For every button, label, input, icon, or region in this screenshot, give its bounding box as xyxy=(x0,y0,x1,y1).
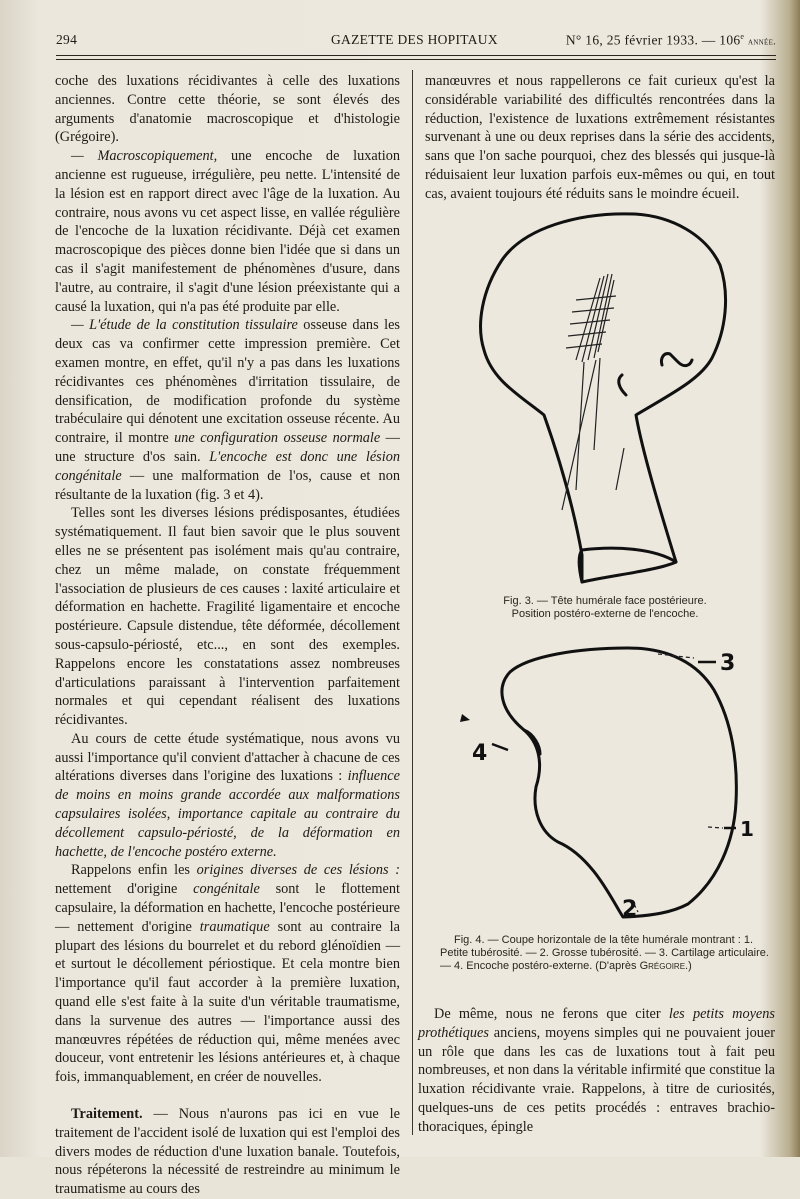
figure-4-label-2: 2 xyxy=(622,897,638,922)
paragraph: coche des luxations récidivantes à celle des luxations anciennes. Contre cette théorie, se sont élevés des arguments d'anatomie macroscopique et d'histologie (Grégoire). xyxy=(55,73,400,146)
header-rule-thick xyxy=(56,55,776,56)
paragraph-text: De même, nous ne ferons que citer xyxy=(434,1006,669,1022)
paragraph: Telles sont les diverses lésions prédisposantes, étudiées systématiquement. Il faut bien savoir que le plus souvent elles ne se présentent pas isolément mais qu'au contraire, chez un même malade, on constate fréquemment l'association de plusieurs de ces causes : laxité articulaire et déformation en hachette. Fragilité ligamentaire et encoche postérieure. Capsule distendue, tête déformée, décollement sous-capsulo-périosté, etc..., en sont des exemples. Rappelons encore les constatations assez nombreuses d'articulations paraissant à l'intervention parfaitement normales et qui cependant réalisent des luxations récidivantes. xyxy=(55,505,400,729)
paragraph-text: sont au contraire la plupart des lésions du bourrelet et du rebord glénoïdien — et surtout le décollement périostique. Et cela montre bien l'importance qu'il faut accorder à la première luxation, quand elle s'est faite à la suite d'un véritable traumatisme, dans la survenue des autres — l'importance aussi des manœuvres répétées de réduction qui, même menées avec douceur, vont entretenir les lésions antérieures et, à chaque fois, immanquablement, en créer de nouvelles. xyxy=(55,918,400,1086)
paragraph-text: Rappelons enfin les xyxy=(71,862,197,879)
caption-end: .) xyxy=(685,960,692,972)
journal-title: GAZETTE DES HOPITAUX xyxy=(331,32,498,47)
header-rule-thin xyxy=(56,59,776,60)
paragraph xyxy=(55,730,400,862)
paragraph xyxy=(55,1105,400,1199)
right-column-bottom xyxy=(418,1005,775,1137)
page-number: 294 xyxy=(56,32,78,47)
paragraph: manœuvres et nous rappellerons ce fait curieux qu'est la considérable variabilité des difficultés rencontrées dans la réduction, l'existence de luxations extrêmement résistantes survenant à une ou deux reprises dans la série des accidents, sans que l'on sache pourquoi, chez des blessés qui jusque-là réduisaient leur luxation parfois eux-mêmes ou qui, en tout cas, avaient toujours été réduits sans le moindre écueil. xyxy=(425,73,775,202)
paragraph-text: anciens, moyens simples qui ne pouvaient jouer un rôle que dans les cas de luxations tout à fait peu nombreuses, et non dans la véritable infirmité que constitue la luxation récidivante vraie. Rappelons, à titre de curiosités, quelques-uns de ces petits procédés : entraves brachio-thoraciques, épingle xyxy=(418,1024,775,1135)
paragraph-gap xyxy=(55,1087,400,1105)
issue-date: N° 16, 25 février 1933. — 106 xyxy=(565,32,741,48)
figure-4-caption xyxy=(440,934,770,973)
figure-4-label-3: 3 xyxy=(720,651,736,676)
italic-phrase: une configuration osseuse normale xyxy=(174,430,381,447)
figure-4-cross-section-drawing xyxy=(448,642,754,924)
figure-4-label-4: 4 xyxy=(472,741,488,766)
paragraph-text: — Nous n'aurons pas ici en vue le traitement de l'accident isolé de luxation qui est l'emploi des divers modes de réduction d'une luxation banale. Toutefois, nous répéterons la nécessité de restreindre au minimum le traumatisme au cours des xyxy=(55,1106,400,1198)
caption-author: Grégoire xyxy=(639,960,686,972)
paragraph xyxy=(55,861,400,1087)
figure-3-caption xyxy=(470,595,740,621)
paragraph-text: Au cours de cette étude systématique, nous avons vu aussi l'importance qu'il convient d'attacher à chacune de ces altérations diverses dans l'origine des luxations : xyxy=(55,730,400,785)
paragraph-text: — une malformation de l'os, cause et non résultante de la luxation (fig. 3 et 4). xyxy=(55,467,400,503)
paragraph-text: — une structure d'os sain. xyxy=(55,430,400,465)
caption-line: Fig. 4. — Coupe horizontale de la tête humérale montrant : 1. Petite tubérosité. — 2. Grosse tubérosité. — 3. Cartilage articulaire. — 4. Encoche postéro-externe. (D'après xyxy=(440,934,769,972)
section-heading: Traitement. xyxy=(71,1106,143,1123)
running-header xyxy=(56,32,776,52)
paragraph xyxy=(55,316,400,504)
paragraph-text: nettement d'origine xyxy=(55,881,194,898)
italic-phrase: traumatique xyxy=(199,918,270,935)
paragraph xyxy=(55,147,400,316)
italic-lead: — L'étude de la constitution tissulaire xyxy=(71,317,298,334)
italic-phrase: L'encoche est donc une lésion congénitale xyxy=(55,448,400,484)
paragraph-text: une encoche de luxation ancienne est rugueuse, irrégulière, peu nette. L'intensité de la lésion est en rapport direct avec l'âge de la luxation. Au contraire, nous avons vu cet aspect lisse, en vallée régulière de l'encoche de la luxation récidivante. Déjà cet examen macroscopique des pièces donne bien l'idée que si dans un cas il s'agit manifestement de phénomènes d'usure, dans l'autre, au contraire, il s'agit d'une lésion préexistante qui a causé la luxation, qui n'a pas été produite par elle. xyxy=(55,148,401,315)
italic-phrase: origines diverses de ces lésions : xyxy=(196,862,400,879)
issue-year-word: année. xyxy=(747,36,776,48)
issue-superscript: e xyxy=(740,32,745,41)
italic-phrase: congénitale xyxy=(193,881,260,898)
italic-phrase: influence de moins en moins grande accordée aux malformations capsulaires isolées, importance capitale au contraire du décollement capsulo-périosté, de la déformation en hachette, de l'encoche postéro externe. xyxy=(55,768,400,860)
italic-phrase: les petits moyens prothétiques xyxy=(418,1006,775,1041)
paragraph xyxy=(418,1005,775,1137)
figure-3-humeral-head-drawing xyxy=(464,210,736,588)
italic-lead: — Macroscopiquement, xyxy=(71,148,218,165)
right-column-top xyxy=(425,72,775,204)
left-column xyxy=(55,72,400,1199)
figure-4-label-1: 1 xyxy=(740,817,754,841)
paragraph-text: osseuse dans les deux cas va confirmer cette impression première. Cet examen montre, en effet, qu'il n'y a pas dans les luxations récidivantes ces phénomènes d'irritation tissulaire, de densification, de modification profonde du système trabéculaire qui dénotent une excitation osseuse récente. Au contraire, il montre xyxy=(55,317,400,447)
paragraph-text: sont le flottement capsulaire, la déformation en hachette, l'encoche postérieure — nettement d'origine xyxy=(55,881,400,935)
issue-info xyxy=(566,32,776,49)
caption-line: Fig. 3. — Tête humérale face postérieure. xyxy=(503,595,707,607)
caption-text xyxy=(440,934,770,973)
caption-line: Position postéro-externe de l'encoche. xyxy=(511,608,699,620)
arrow-mark xyxy=(460,714,470,722)
column-separator xyxy=(412,70,413,1135)
